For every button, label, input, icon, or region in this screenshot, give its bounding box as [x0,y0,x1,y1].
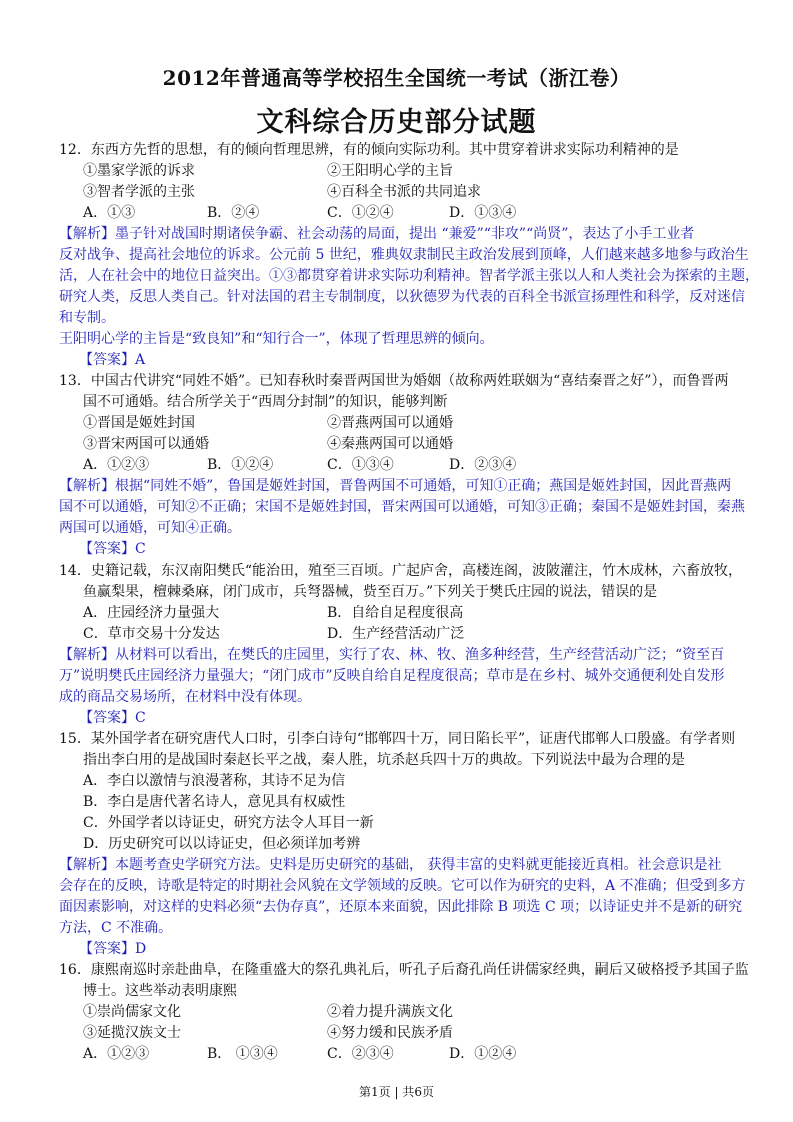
q14-option: B．自给自足程度很高 [327,605,464,621]
q16-option: ①崇尚儒家文化 [83,1004,181,1020]
q14-analysis: 成的商品交易场所，在材料中没有体现。 [59,689,311,705]
q13-analysis: 两国可以通婚，可知④正确。 [59,520,241,536]
q16-choice: A．①②③ [83,1046,150,1062]
q12-analysis: 研究人类，反思人类自己。针对法国的君主专制制度，以狄德罗为代表的百科全书派宣扬理性和科学，反对迷信 [59,289,745,305]
q14-option: A．庄园经济力量强大 [83,605,220,621]
q13-choice: A．①②③ [83,457,150,473]
q12-analysis: 【解析】墨子针对战国时期诸侯争霸、社会动荡的局面，提出 “兼爱”“非攻”“尚贤”，表达了小手工业者 [59,226,695,242]
q13-analysis: 国不可以通婚，可知②不正确；宋国不是姬姓封国，晋宋两国可以通婚，可知③正确；秦国不是姬姓封国，秦燕 [59,499,745,515]
q15-answer: 【答案】D [79,941,147,957]
q15-analysis: 方法，C 不准确。 [59,920,173,936]
q15-option: A．李白以激情与浪漫著称，其诗不足为信 [83,773,346,789]
q16-option: ③延揽汉族文士 [83,1025,181,1041]
q12-analysis: 王阳明心学的主旨是“致良知”和“知行合一”，体现了哲理思辨的倾向。 [59,331,494,347]
q15-option: B．李白是唐代著名诗人，意见具有权威性 [83,794,346,810]
q12-choice: C．①②④ [327,205,394,221]
q12-option: ①墨家学派的诉求 [83,163,195,179]
q14-stem: 14．史籍记载，东汉南阳樊氏“能治田，殖至三百顷。广起庐舍，高楼连阁，波陂灌注，竹木成林，六畜放牧， [59,563,742,579]
q13-stem: 13．中国古代讲究“同姓不婚”。已知春秋时秦晋两国世为婚姻（故称两姓联姻为“喜结秦晋之好”），而鲁晋两 [59,373,729,389]
q16-choice: B． ①③④ [207,1046,278,1062]
q13-choice: C．①③④ [327,457,394,473]
q13-choice: D．②③④ [449,457,517,473]
q13-option: ③晋宋两国可以通婚 [83,436,209,452]
q15-analysis: 【解析】本题考查史学研究方法。史料是历史研究的基础， 获得丰富的史料就更能接近真相。社会意识是社 [59,857,722,873]
q12-choice: B．②④ [207,205,260,221]
q13-choice: B．①②④ [207,457,274,473]
q13-stem: 国不可通婚。结合所学关于“西周分封制”的知识，能够判断 [83,394,448,410]
q14-analysis: 【解析】从材料可以看出，在樊氏的庄园里，实行了农、林、牧、渔多种经营，生产经营活动广泛；“资至百 [59,647,725,663]
q15-option: C．外国学者以诗证史，研究方法令人耳目一新 [83,815,374,831]
q13-option: ②晋燕两国可以通婚 [327,415,453,431]
q16-stem: 16．康熙南巡时亲赴曲阜，在隆重盛大的祭孔典礼后，听孔子后裔孔尚任讲儒家经典，嗣后又破格授予其国子监 [59,962,749,978]
q12-stem: 12．东西方先哲的思想，有的倾向哲理思辨，有的倾向实际功利。其中贯穿着讲求实际功利精神的是 [59,142,679,158]
q12-answer: 【答案】A [79,352,146,368]
q12-option: ④百科全书派的共同追求 [327,184,481,200]
q16-option: ④努力缓和民族矛盾 [327,1025,453,1041]
q14-option: D．生产经营活动广泛 [327,626,465,642]
q15-stem: 指出李白用的是战国时秦赵长平之战，秦人胜，坑杀赵兵四十万的典故。下列说法中最为合理的是 [83,752,685,768]
q13-analysis: 【解析】根据“同姓不婚”，鲁国是姬姓封国，晋鲁两国不可通婚，可知①正确；燕国是姬姓封国，因此晋燕两 [59,478,732,494]
q12-choice: A．①③ [83,205,136,221]
q16-choice: D．①②④ [449,1046,517,1062]
exam-subtitle: 文科综合历史部分试题 [256,107,537,138]
q12-option: ③智者学派的主张 [83,184,195,200]
q16-option: ②着力提升满族文化 [327,1004,453,1020]
q14-analysis: 万”说明樊氏庄园经济力量强大；“闭门成市”反映自给自足程度很高；草市是在乡村、城外交通便利处自发形 [59,668,725,684]
q16-choice: C．②③④ [327,1046,394,1062]
q13-answer: 【答案】C [79,541,146,557]
q13-option: ①晋国是姬姓封国 [83,415,195,431]
q15-stem: 15．某外国学者在研究唐代人口时，引李白诗句“邯郸四十万，同日陷长平”，证唐代邯郸人口殷盛。有学者则 [59,731,736,747]
q14-option: C．草市交易十分发达 [83,626,220,642]
page-footer: 第1页 | 共6页 [359,1085,434,1099]
q12-option: ②王阳明心学的主旨 [327,163,453,179]
q15-analysis: 面因素影响，对这样的史料必须“去伪存真”，还原本来面貌，因此排除 B 项选 C 项；以诗证史并不是新的研究 [59,899,743,915]
q14-stem: 鱼赢梨果，檀棘桑麻，闭门成市，兵弩器械，赀至百万。”下列关于樊氏庄园的说法，错误的是 [83,584,658,600]
q14-answer: 【答案】C [79,710,146,726]
q12-choice: D．①③④ [449,205,517,221]
q15-option: D．历史研究可以以诗证史，但必须详加考辨 [83,836,361,852]
q15-analysis: 会存在的反映，诗歌是特定的时期社会风貌在文学领域的反映。它可以作为研究的史料，A 不准确；但受到多方 [59,878,746,894]
exam-title: 2012年普通高等学校招生全国统一考试（浙江卷） [162,66,631,90]
q12-analysis: 和专制。 [59,310,115,326]
q13-option: ④秦燕两国可以通婚 [327,436,453,452]
q16-stem: 博士。这些举动表明康熙 [83,983,237,999]
q12-analysis: 活，人在社会中的地位日益突出。①③都贯穿着讲求实际功利精神。智者学派主张以人和人类社会为探索的主题， [59,268,759,284]
q12-analysis: 反对战争、提高社会地位的诉求。公元前 5 世纪，雅典奴隶制民主政治发展到顶峰，人们越来越多地参与政治生 [59,247,749,263]
